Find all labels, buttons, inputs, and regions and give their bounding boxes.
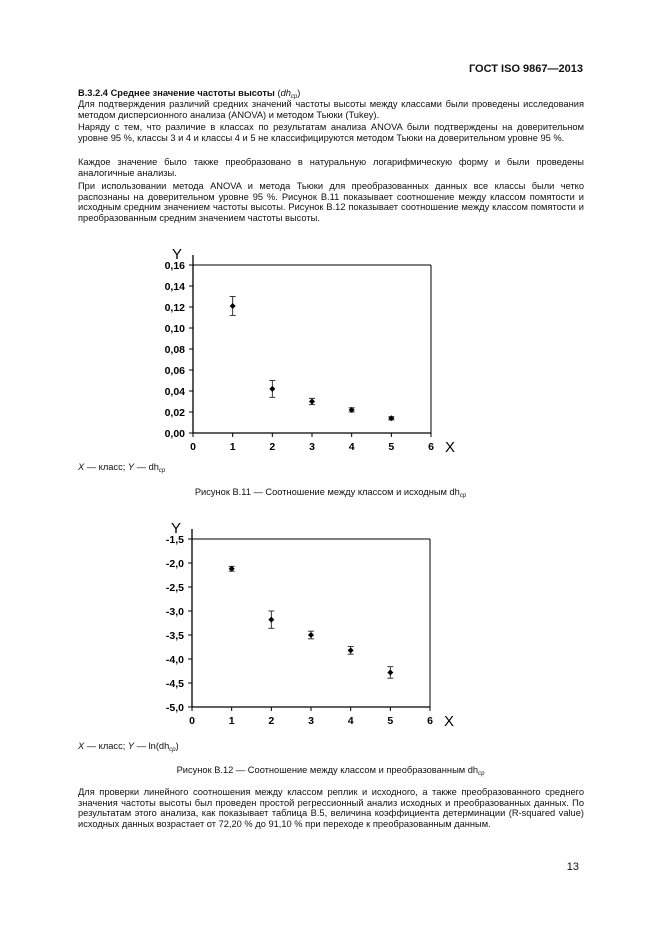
figure2-legend-val: ln(dh xyxy=(148,741,170,751)
chart-b12-y-tick-label: -1,5 xyxy=(165,534,184,546)
figure1-legend-y: Y xyxy=(127,462,135,472)
chart-b12 xyxy=(0,510,661,735)
figure2-legend-close: ) xyxy=(175,741,179,751)
chart-b12-x-tick-label: 3 xyxy=(308,715,314,727)
figure1-legend-sub: ср xyxy=(158,468,166,474)
section-symbol: dh xyxy=(280,88,291,98)
paragraph-3: Каждое значение было также преобразовано в натуральную логарифмическую форму и были проведены аналогичные анализы. xyxy=(78,157,584,178)
chart-b11-svg xyxy=(0,240,661,455)
chart-b12-x-label: X xyxy=(443,713,455,730)
chart-b12-x-tick-label: 0 xyxy=(189,715,195,727)
page-number: 13 xyxy=(566,861,579,873)
figure2-legend xyxy=(78,741,179,753)
chart-b12-y-tick-label: -3,5 xyxy=(165,630,184,642)
chart-b11-x-tick-label: 0 xyxy=(190,441,196,453)
figure1-legend-sep2: — xyxy=(134,462,149,472)
chart-b11-y-label: Y xyxy=(171,246,183,263)
figure1-legend-x: X xyxy=(78,462,85,472)
chart-b11-y-tick-label: 0,10 xyxy=(164,323,185,335)
chart-b11-y-tick-label: 0,06 xyxy=(164,365,185,377)
chart-b12-y-tick-label: -4,0 xyxy=(165,654,184,666)
figure2-legend-x: X xyxy=(78,741,85,751)
chart-b12-y-tick-label: -5,0 xyxy=(165,702,184,714)
section-lparen: ( xyxy=(277,88,281,98)
chart-b11 xyxy=(0,240,661,460)
chart-b12-y-label: Y xyxy=(170,520,182,537)
chart-b12-data-point xyxy=(387,669,393,675)
chart-b12-y-tick-label: -2,5 xyxy=(165,582,184,594)
chart-b11-y-tick-label: 0,02 xyxy=(164,407,185,419)
section-symbol-sub: ср xyxy=(290,94,298,100)
chart-b11-y-tick-label: 0,00 xyxy=(164,428,185,440)
chart-b12-data-point xyxy=(348,647,354,653)
chart-b12-data-point xyxy=(268,617,274,623)
chart-b11-x-tick-label: 1 xyxy=(229,441,236,453)
figure1-legend xyxy=(78,462,165,474)
chart-b12-x-tick-label: 1 xyxy=(228,715,235,727)
section-title: Среднее значение частоты высоты xyxy=(110,88,275,98)
paragraph-2: Наряду с тем, что различие в классах по результатам анализа ANOVA были подтверждены на доверительном уровне 95 %, классы 3 и 4 и классы 4 и 5 не классифицируются методом Тьюки на доверительном уровне 95 %. xyxy=(78,122,584,143)
chart-b12-svg xyxy=(0,510,661,730)
figure2-legend-sep1: — класс; xyxy=(84,741,128,751)
chart-b12-y-tick-label: -3,0 xyxy=(165,606,184,618)
chart-b12-y-tick-label: -4,5 xyxy=(165,678,184,690)
chart-b11-y-tick-label: 0,14 xyxy=(164,281,185,293)
chart-b11-x-tick-label: 3 xyxy=(309,441,315,453)
figure2-caption-text: Рисунок В.12 — Соотношение между классом и преобразованным dh xyxy=(176,765,479,775)
chart-b11-y-tick-label: 0,08 xyxy=(164,344,185,356)
chart-b12-x-tick-label: 6 xyxy=(427,715,433,727)
document-header: ГОСТ ISO 9867—2013 xyxy=(468,63,583,75)
paragraph-1: Для подтверждения различий средних значений частоты высоты между классами были проведены исследования методом дисперсионного анализа (ANOVA) и методом Тьюки (Tukey). xyxy=(78,99,584,120)
figure2-caption xyxy=(0,765,661,777)
paragraph-4: При использовании метода ANOVA и метода Тьюки для преобразованных данных все классы были четко распознаны на доверительном уровне 95 %. Рисунок В.11 показывает соотношение между классом помятости и исходным средним значением частоты высоты. Рисунок В.12 показывает соотношение между классом помятости и преобразованным средним значением частоты высоты. xyxy=(78,181,584,223)
figure1-caption-sub: ср xyxy=(459,493,467,499)
chart-b12-x-tick-label: 4 xyxy=(347,715,354,727)
chart-b12-x-tick-label: 5 xyxy=(387,715,394,727)
chart-b11-y-tick-label: 0,16 xyxy=(164,260,185,272)
figure2-legend-y: Y xyxy=(127,741,135,751)
figure2-legend-sep2: — xyxy=(134,741,149,751)
section-number: В.3.2.4 xyxy=(78,88,108,98)
figure1-legend-val: dh xyxy=(148,462,159,472)
chart-b12-y-tick-label: -2,0 xyxy=(165,558,184,570)
chart-b11-data-point xyxy=(388,415,394,421)
chart-b11-y-tick-label: 0,04 xyxy=(164,386,185,398)
figure2-legend-sub: ср xyxy=(169,747,176,753)
figure1-caption-text: Рисунок В.11 — Соотношение между классом и исходным dh xyxy=(194,487,460,497)
figure2-caption-sub: ср xyxy=(478,771,485,777)
final-paragraph: Для проверки линейного соотношения между классом реплик и исходного, а также преобразованного среднего значения частоты высоты был проведен простой регрессионный анализ исходных и преобразованных данных. По результатам этого анализа, как показывает таблица В.5, величина коэффициента детерминации (R-squared value) исходных данных возрастает от 72,20 % до 91,10 % при переходе к преобразованным данным. xyxy=(78,787,584,829)
chart-b11-data-point xyxy=(269,386,275,392)
chart-b11-y-tick-label: 0,12 xyxy=(164,302,185,314)
chart-b11-x-tick-label: 4 xyxy=(348,441,355,453)
chart-b12-x-tick-label: 2 xyxy=(268,715,275,727)
chart-b11-x-label: X xyxy=(444,439,456,455)
chart-b11-x-tick-label: 5 xyxy=(388,441,395,453)
chart-b11-x-tick-label: 2 xyxy=(269,441,276,453)
chart-b11-data-point xyxy=(309,399,315,405)
chart-b12-data-point xyxy=(308,632,314,638)
chart-b11-data-point xyxy=(230,303,236,309)
chart-b11-x-tick-label: 6 xyxy=(428,441,434,453)
figure1-caption xyxy=(0,487,661,499)
figure1-legend-sep1: — класс; xyxy=(84,462,128,472)
section-rparen: ) xyxy=(297,88,301,98)
